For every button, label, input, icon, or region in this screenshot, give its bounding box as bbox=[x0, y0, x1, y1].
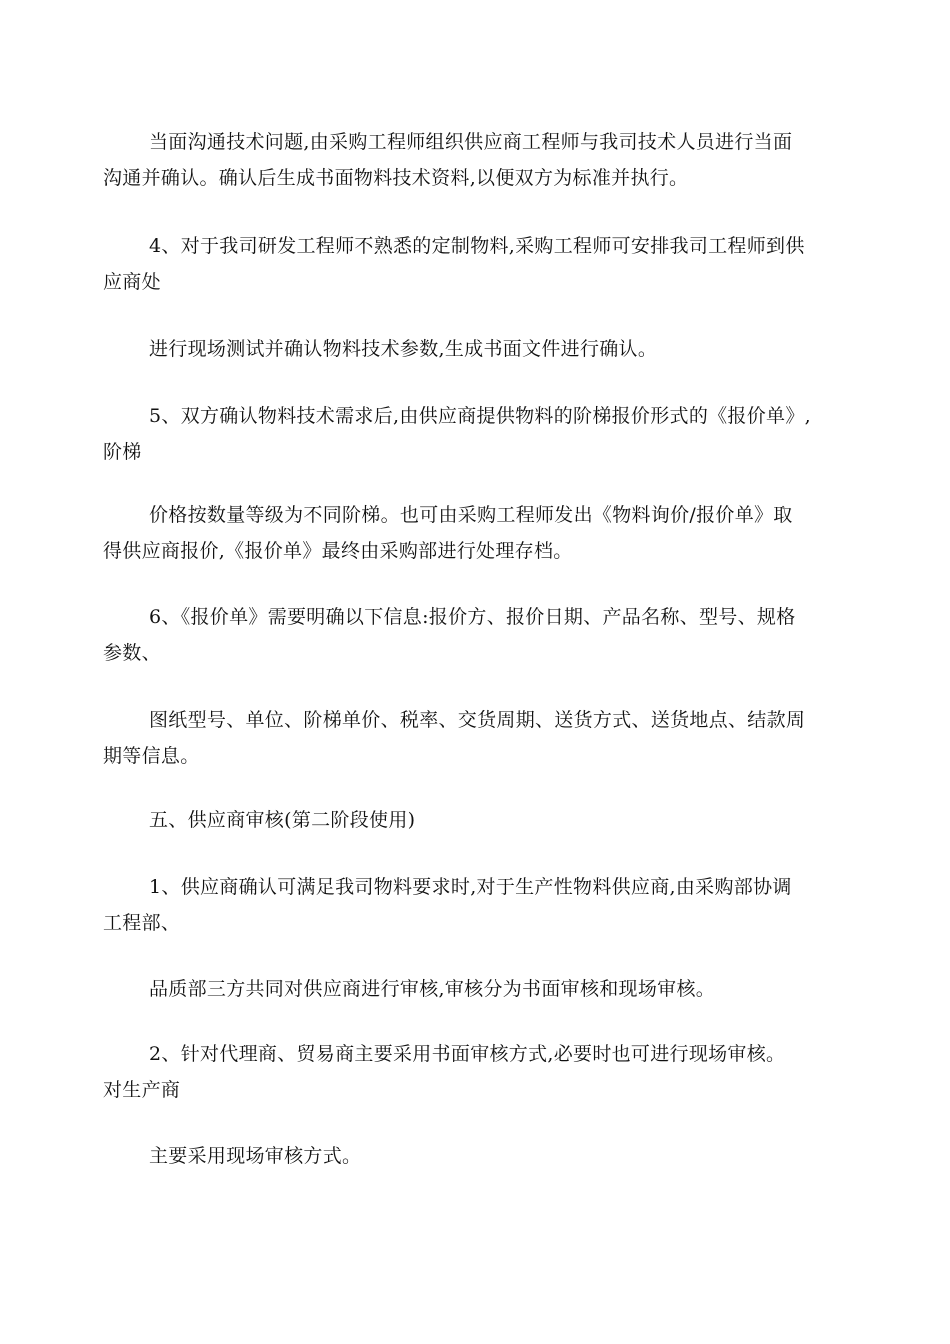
paragraph-line: 5、双方确认物料技术需求后,由供应商提供物料的阶梯报价形式的《报价单》, bbox=[149, 405, 811, 427]
paragraph-line: 6、《报价单》需要明确以下信息:报价方、报价日期、产品名称、型号、规格 bbox=[149, 606, 796, 628]
paragraph-line: 进行现场测试并确认物料技术参数,生成书面文件进行确认。 bbox=[149, 338, 658, 360]
paragraph bbox=[103, 228, 863, 300]
paragraph-line: 应商处 bbox=[103, 271, 161, 293]
paragraph bbox=[103, 1036, 863, 1108]
section-heading-text: 五、供应商审核(第二阶段使用) bbox=[149, 809, 416, 831]
paragraph-line: 沟通并确认。确认后生成书面物料技术资料,以便双方为标准并执行。 bbox=[103, 167, 689, 189]
section-heading bbox=[103, 802, 863, 838]
paragraph bbox=[103, 599, 863, 671]
paragraph bbox=[103, 702, 863, 774]
paragraph bbox=[103, 971, 863, 1007]
paragraph-line: 品质部三方共同对供应商进行审核,审核分为书面审核和现场审核。 bbox=[149, 978, 716, 1000]
paragraph-line: 阶梯 bbox=[103, 441, 142, 463]
paragraph-line: 主要采用现场审核方式。 bbox=[149, 1145, 362, 1167]
paragraph-line: 对生产商 bbox=[103, 1079, 181, 1101]
paragraph bbox=[103, 869, 863, 941]
paragraph bbox=[103, 124, 863, 196]
paragraph bbox=[103, 331, 863, 367]
paragraph bbox=[103, 1138, 863, 1174]
paragraph bbox=[103, 497, 863, 569]
paragraph-line: 价格按数量等级为不同阶梯。也可由采购工程师发出《物料询价/报价单》取 bbox=[149, 504, 793, 526]
paragraph bbox=[103, 398, 863, 470]
paragraph-line: 2、针对代理商、贸易商主要采用书面审核方式,必要时也可进行现场审核。 bbox=[149, 1043, 786, 1065]
paragraph-line: 得供应商报价,《报价单》最终由采购部进行处理存档。 bbox=[103, 540, 573, 562]
paragraph-line: 工程部、 bbox=[103, 912, 181, 934]
paragraph-line: 1、供应商确认可满足我司物料要求时,对于生产性物料供应商,由采购部协调 bbox=[149, 876, 792, 898]
paragraph-line: 4、对于我司研发工程师不熟悉的定制物料,采购工程师可安排我司工程师到供 bbox=[149, 235, 805, 257]
paragraph-line: 图纸型号、单位、阶梯单价、税率、交货周期、送货方式、送货地点、结款周 bbox=[149, 709, 806, 731]
paragraph-line: 当面沟通技术问题,由采购工程师组织供应商工程师与我司技术人员进行当面 bbox=[149, 131, 793, 153]
paragraph-line: 期等信息。 bbox=[103, 745, 200, 767]
paragraph-line: 参数、 bbox=[103, 642, 161, 664]
